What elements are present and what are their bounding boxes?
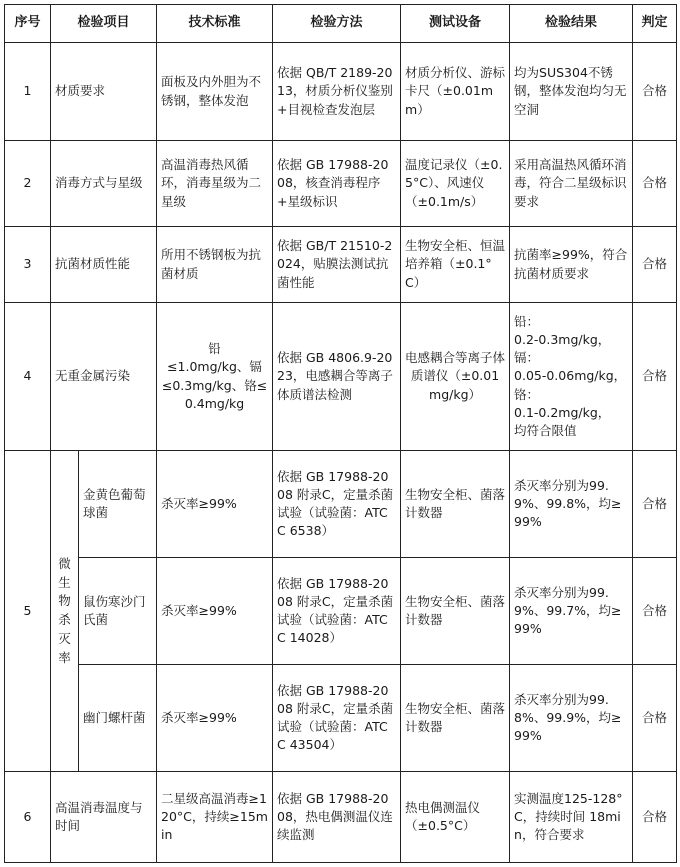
group-label: 微生物杀灭率 (51, 451, 79, 772)
table-row (5, 141, 677, 227)
item-cell: 鼠伤寒沙门氏菌 (79, 558, 157, 665)
verdict-cell: 合格 (633, 558, 677, 665)
row-number: 4 (5, 303, 51, 451)
standard-cell: 所用不锈钢板为抗菌材质 (157, 227, 273, 303)
table-row (5, 665, 677, 772)
row-number: 2 (5, 141, 51, 227)
header-method: 检验方法 (273, 5, 401, 43)
row-number: 5 (5, 451, 51, 772)
verdict-cell: 合格 (633, 43, 677, 141)
method-cell: 依据 GB 17988-2008，热电偶测温仪连续监测 (273, 772, 401, 863)
method-cell: 依据 GB 4806.9-2023，电感耦合等离子体质谱法检测 (273, 303, 401, 451)
equipment-cell: 生物安全柜、恒温培养箱（±0.1°C） (401, 227, 510, 303)
header-verdict: 判定 (633, 5, 677, 43)
header-item: 检验项目 (51, 5, 157, 43)
equipment-cell: 温度记录仪（±0.5°C）、风速仪（±0.1m/s） (401, 141, 510, 227)
method-cell: 依据 GB 17988-2008 附录C，定量杀菌试验（试验菌：ATCC 14028） (273, 558, 401, 665)
result-cell: 实测温度125-128°C，持续时间 18min，符合要求 (510, 772, 633, 863)
result-cell: 抗菌率≥99%，符合抗菌材质要求 (510, 227, 633, 303)
inspection-table (4, 4, 677, 863)
standard-cell: 铅 ≤1.0mg/kg、镉 ≤0.3mg/kg、铬≤0.4mg/kg (157, 303, 273, 451)
item-cell: 金黄色葡萄球菌 (79, 451, 157, 558)
verdict-cell: 合格 (633, 451, 677, 558)
method-cell: 依据 GB/T 21510-2024，贴膜法测试抗菌性能 (273, 227, 401, 303)
equipment-cell: 生物安全柜、菌落计数器 (401, 665, 510, 772)
verdict-cell: 合格 (633, 141, 677, 227)
table-row (5, 43, 677, 141)
equipment-cell: 电感耦合等离子体质谱仪（±0.01mg/kg） (401, 303, 510, 451)
verdict-cell: 合格 (633, 772, 677, 863)
table-row (5, 772, 677, 863)
item-cell: 抗菌材质性能 (51, 227, 157, 303)
method-cell: 依据 GB 17988-2008 附录C，定量杀菌试验（试验菌：ATCC 6538） (273, 451, 401, 558)
table-row (5, 227, 677, 303)
verdict-cell: 合格 (633, 303, 677, 451)
method-cell: 依据 GB 17988-2008 附录C，定量杀菌试验（试验菌：ATCC 43504） (273, 665, 401, 772)
row-number: 3 (5, 227, 51, 303)
method-cell: 依据 GB 17988-2008，核查消毒程序+星级标识 (273, 141, 401, 227)
result-cell: 均为SUS304不锈钢，整体发泡均匀无空洞 (510, 43, 633, 141)
standard-cell: 杀灭率≥99% (157, 451, 273, 558)
result-cell: 杀灭率分别为99.9%、99.7%，均≥99% (510, 558, 633, 665)
result-cell: 杀灭率分别为99.8%、99.9%，均≥99% (510, 665, 633, 772)
item-cell: 高温消毒温度与时间 (51, 772, 157, 863)
header-no: 序号 (5, 5, 51, 43)
header-result: 检验结果 (510, 5, 633, 43)
item-cell: 消毒方式与星级 (51, 141, 157, 227)
table-row (5, 558, 677, 665)
header-row (5, 5, 677, 43)
standard-cell: 杀灭率≥99% (157, 558, 273, 665)
item-cell: 幽门螺杆菌 (79, 665, 157, 772)
item-cell: 材质要求 (51, 43, 157, 141)
equipment-cell: 生物安全柜、菌落计数器 (401, 451, 510, 558)
verdict-cell: 合格 (633, 227, 677, 303)
equipment-cell: 热电偶测温仪（±0.5°C） (401, 772, 510, 863)
standard-cell: 高温消毒热风循环，消毒星级为二星级 (157, 141, 273, 227)
row-number: 1 (5, 43, 51, 141)
result-cell: 铅： 0.2-0.3mg/kg， 镉： 0.05-0.06mg/kg，铬： 0.1-0.2mg/kg， 均符合限值 (510, 303, 633, 451)
result-cell: 杀灭率分别为99.9%、99.8%，均≥99% (510, 451, 633, 558)
standard-cell: 杀灭率≥99% (157, 665, 273, 772)
verdict-cell: 合格 (633, 665, 677, 772)
standard-cell: 面板及内外胆为不锈钢，整体发泡 (157, 43, 273, 141)
header-standard: 技术标准 (157, 5, 273, 43)
equipment-cell: 材质分析仪、游标卡尺（±0.01mm） (401, 43, 510, 141)
item-cell: 无重金属污染 (51, 303, 157, 451)
table-row (5, 303, 677, 451)
result-cell: 采用高温热风循环消毒，符合二星级标识要求 (510, 141, 633, 227)
standard-cell: 二星级高温消毒≥120°C，持续≥15min (157, 772, 273, 863)
table-row (5, 451, 677, 558)
equipment-cell: 生物安全柜、菌落计数器 (401, 558, 510, 665)
header-equipment: 测试设备 (401, 5, 510, 43)
method-cell: 依据 QB/T 2189-2013，材质分析仪鉴别+目视检查发泡层 (273, 43, 401, 141)
row-number: 6 (5, 772, 51, 863)
